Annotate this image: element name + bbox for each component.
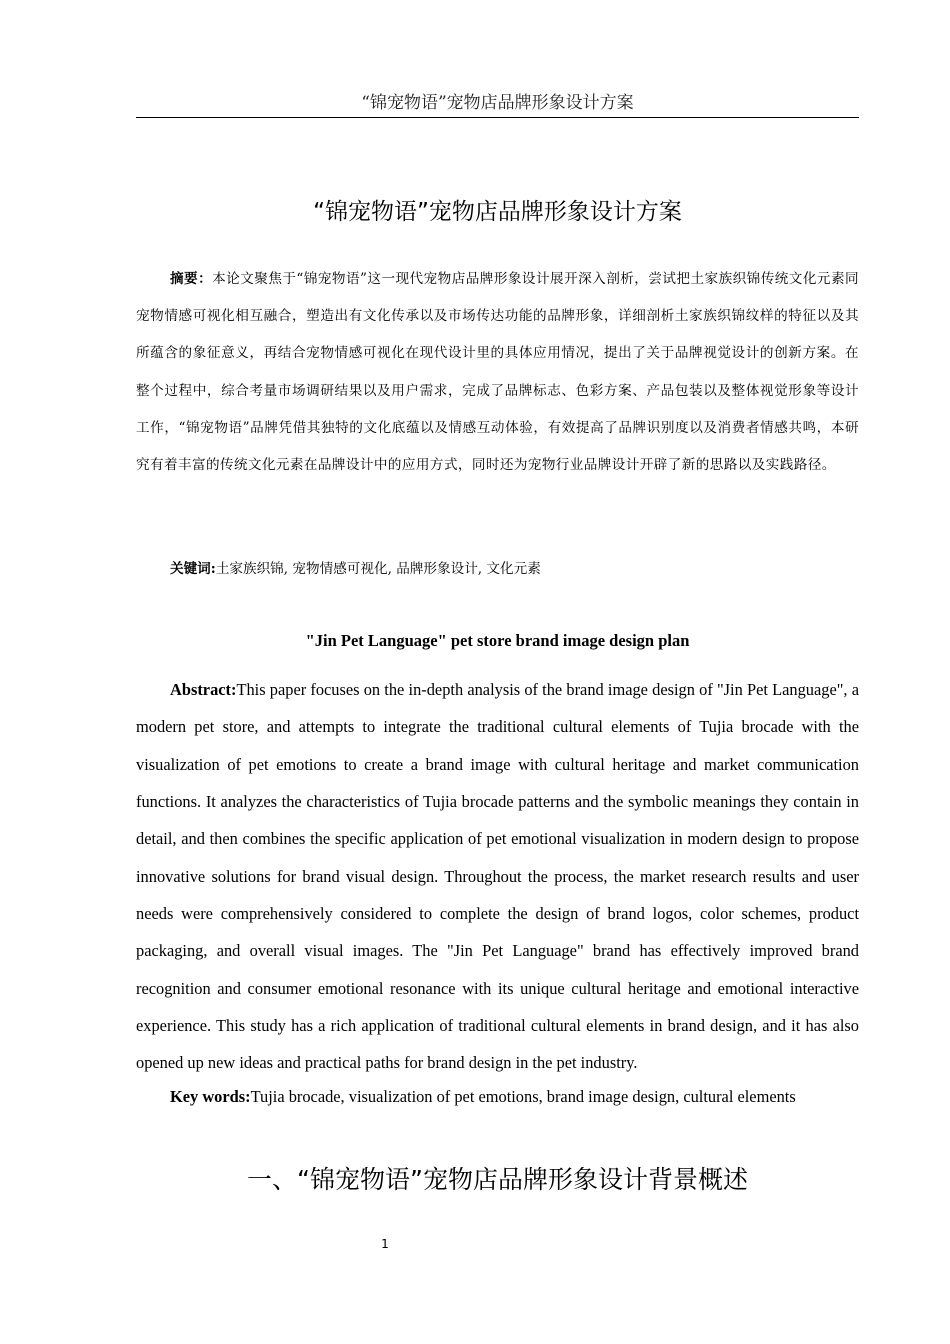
abstract-english-text: This paper focuses on the in-depth analysis of the brand image design of "Jin Pet Language", a modern pet store, and attempts to integrate the traditional cultural elements of Tujia brocade with the visualization of pet emotions to create a brand image with cultural heritage and market communication functions. It analyzes the characteristics of Tujia brocade patterns and the symbolic meanings they contain in detail, and then combines the specific application of pet emotional visualization in modern design to propose innovative solutions for brand visual design. Throughout the process, the market research results and user needs were comprehensively considered to complete the design of brand logos, color schemes, product packaging, and overall visual images. The "Jin Pet Language" brand has effectively improved brand recognition and consumer emotional resonance with its unique cultural heritage and emotional interactive experience. This study has a rich application of traditional cultural elements in brand design, and it has also opened up new ideas and practical paths for brand design in the pet industry.	[136, 680, 859, 1073]
keywords-chinese	[136, 552, 859, 586]
abstract-english-label: Abstract:	[170, 680, 237, 699]
abstract-chinese	[136, 261, 859, 484]
running-header: “锦宠物语”宠物店品牌形象设计方案	[361, 93, 634, 113]
keywords-chinese-label: 关键词:	[170, 561, 216, 577]
abstract-english	[136, 671, 859, 1082]
abstract-chinese-label: 摘要：	[170, 271, 213, 287]
paper-title-chinese: “锦宠物语”宠物店品牌形象设计方案	[313, 199, 682, 225]
section-heading-1: 一、“锦宠物语”宠物店品牌形象设计背景概述	[247, 1165, 748, 1194]
page-number: 1	[381, 1237, 389, 1251]
keywords-english-label: Key words:	[170, 1087, 251, 1106]
header-rule	[136, 117, 859, 118]
keywords-english-text: Tujia brocade, visualization of pet emotions, brand image design, cultural elements	[250, 1087, 796, 1106]
abstract-chinese-text: 本论文聚焦于“锦宠物语”这一现代宠物店品牌形象设计展开深入剖析，尝试把土家族织锦传统文化元素同宠物情感可视化相互融合，塑造出有文化传承以及市场传达功能的品牌形象，详细剖析土家族织锦纹样的特征以及其所蕴含的象征意义，再结合宠物情感可视化在现代设计里的具体应用情况，提出了关于品牌视觉设计的创新方案。在整个过程中，综合考量市场调研结果以及用户需求，完成了品牌标志、色彩方案、产品包装以及整体视觉形象等设计工作，“锦宠物语”品牌凭借其独特的文化底蕴以及情感互动体验，有效提高了品牌识别度以及消费者情感共鸣，本研究有着丰富的传统文化元素在品牌设计中的应用方式，同时还为宠物行业品牌设计开辟了新的思路以及实践路径。	[136, 271, 859, 474]
keywords-chinese-text: 土家族织锦, 宠物情感可视化, 品牌形象设计, 文化元素	[215, 561, 541, 577]
paper-title-english: "Jin Pet Language" pet store brand image design plan	[305, 631, 690, 650]
keywords-english	[136, 1082, 859, 1112]
